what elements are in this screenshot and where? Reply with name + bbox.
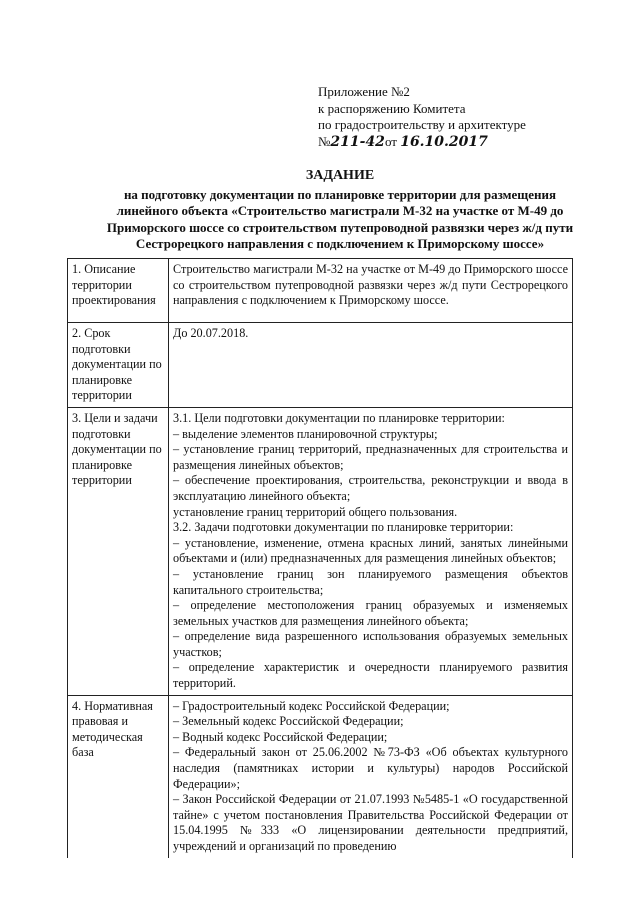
list-item: 3.2. Задачи подготовки документации по планировке территории: bbox=[173, 520, 514, 535]
list-item: – обеспечение проектирования, строительства, реконструкции и ввода в эксплуатацию линейного объекта; bbox=[173, 473, 568, 503]
row3-content bbox=[169, 407, 573, 695]
title-line1: на подготовку документации по планировке территории для размещения bbox=[123, 186, 557, 202]
list-item: – определение вида разрешенного использования образуемых земельных участков; bbox=[173, 629, 568, 659]
list-item: – Федеральный закон от 25.06.2002 №73-ФЗ «Об объектах культурного наследия (памятниках истории и культуры) народов Российской Федерации»; bbox=[173, 745, 568, 791]
title-line4: Сестрорецкого направления с подключением к Приморскому шоссе» bbox=[135, 236, 545, 251]
appendix-line2: к распоряжению Комитета bbox=[318, 100, 466, 116]
appendix-number-line bbox=[318, 134, 526, 151]
row1-content: Строительство магистрали М-32 на участке от М-49 до Приморского шоссе со строительством путепроводной развязки через ж/д пути Сестрорецкого направления с подключением к Приморскому шоссе. bbox=[169, 259, 573, 323]
list-item: – Водный кодекс Российской Федерации; bbox=[173, 729, 388, 744]
list-item: – установление границ зон планируемого размещения объектов капитального строительства; bbox=[173, 566, 568, 597]
title-line3: Приморского шоссе со строительством путепроводной развязки через ж/д пути bbox=[106, 219, 574, 235]
row2-content: До 20.07.2018. bbox=[169, 323, 573, 408]
title-heading: ЗАДАНИЕ bbox=[305, 168, 375, 183]
table-row bbox=[68, 259, 573, 323]
number-prefix: № bbox=[318, 133, 331, 149]
list-item: – определение местоположения границ образуемых и изменяемых земельных участков для размещения линейного объекта; bbox=[173, 598, 568, 628]
table-row bbox=[68, 695, 573, 857]
list-item: – Закон Российской Федерации от 21.07.1993 №5485-1 «О государственной тайне» с учетом постановления Правительства Российской Федерации от 15.04.1995 №333 «О лицензировании деятельности предприятий, учреждений и организаций по проведению bbox=[173, 792, 568, 853]
list-item: – Градостроительный кодекс Российской Федерации; bbox=[173, 698, 450, 713]
appendix-line1: Приложение №2 bbox=[318, 84, 410, 99]
task-table bbox=[67, 258, 573, 858]
appendix-line3: по градостроительству и архитектуре bbox=[318, 117, 526, 132]
list-item: – установление границ территорий, предназначенных для строительства и размещения линейных объектов; bbox=[173, 442, 568, 472]
row3-label: 3. Цели и задачи подготовки документации по планировке территории bbox=[68, 407, 169, 695]
table-row bbox=[68, 407, 573, 695]
date-prefix: от bbox=[384, 133, 397, 149]
row4-content bbox=[169, 695, 573, 857]
handwritten-number: 211-42 bbox=[330, 133, 385, 150]
list-item: – Земельный кодекс Российской Федерации; bbox=[173, 714, 404, 729]
row1-label: 1. Описание территории проектирования bbox=[68, 259, 169, 323]
list-item: – выделение элементов планировочной структуры; bbox=[173, 426, 438, 441]
appendix-block bbox=[318, 84, 526, 150]
row2-label: 2. Срок подготовки документации по планировке территории bbox=[68, 323, 169, 408]
row4-label: 4. Нормативная правовая и методическая база bbox=[68, 695, 169, 857]
handwritten-date: 16.10.2017 bbox=[400, 133, 488, 150]
title-line2: линейного объекта «Строительство магистрали М-32 на участке от М-49 до bbox=[116, 203, 564, 218]
list-item: установление границ территорий общего пользования. bbox=[173, 504, 458, 519]
list-item: – установление, изменение, отмена красных линий, занятых линейными объектами и (или) предназначенных для размещения линейных объектов; bbox=[173, 535, 568, 566]
table-row bbox=[68, 323, 573, 408]
list-item: 3.1. Цели подготовки документации по планировке территории: bbox=[173, 410, 505, 425]
document-title bbox=[60, 168, 620, 253]
list-item: – определение характеристик и очередности планируемого развития территорий. bbox=[173, 660, 568, 691]
